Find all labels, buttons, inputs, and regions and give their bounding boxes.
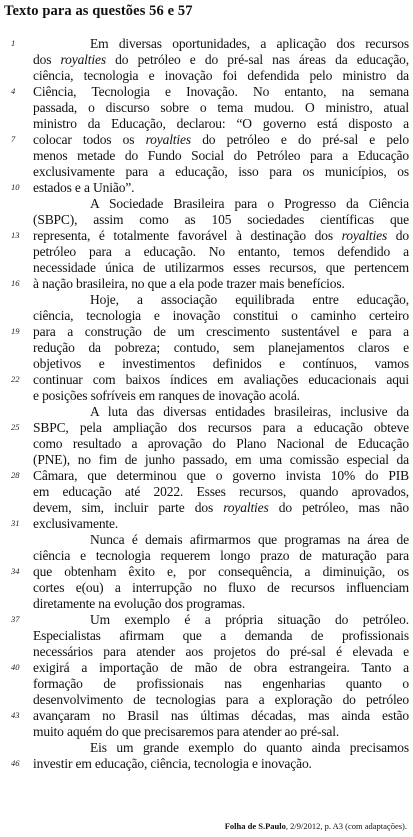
source-citation bbox=[225, 821, 407, 831]
line-number: 19 bbox=[11, 326, 20, 336]
text-line: (PNE), no fim de junho passado, em uma comissão especial da bbox=[33, 452, 409, 467]
line-number: 43 bbox=[11, 710, 20, 720]
line-number: 1 bbox=[11, 38, 16, 48]
text-line: muito aquém do que precisaremos para atender ao pré-sal. bbox=[33, 724, 340, 739]
text-line: necessários para atender aos projetos do pré-sal é elevada e bbox=[33, 644, 409, 659]
text-line: objetivos e investimentos definidos e contínuos, vamos bbox=[33, 356, 409, 371]
text-line: em educação até 2022. Esses recursos, quando aprovados, bbox=[33, 484, 409, 499]
text-line: cortes e(ou) a interrupção no fluxo de recursos influenciam bbox=[33, 580, 409, 595]
text-line: devem, sim, incluir parte dos royalties do petróleo, mas não bbox=[33, 500, 409, 515]
line-number: 31 bbox=[11, 518, 20, 528]
line-number: 25 bbox=[11, 422, 20, 432]
source-name: Folha de S.Paulo bbox=[224, 821, 286, 831]
line-number: 22 bbox=[11, 374, 20, 384]
text-line: como resultado a aprovação do Plano Nacional de Educação bbox=[33, 436, 409, 451]
text-line: formação de profissionais nas engenharias quanto o bbox=[33, 676, 409, 691]
text-line: ciência e tecnologia requerem longo prazo de maturação para bbox=[33, 548, 409, 563]
text-line: Ciência, Tecnologia e Inovação. No entanto, na semana bbox=[33, 84, 409, 99]
text-line: desenvolvimento de tecnologias para a exploração do petróleo bbox=[33, 692, 409, 707]
source-details: , 2/9/2012, p. A3 (com adaptações). bbox=[285, 821, 407, 831]
text-line: A luta das diversas entidades brasileiras, inclusive da bbox=[90, 404, 409, 419]
text-line: Eis um grande exemplo do quanto ainda precisamos bbox=[90, 740, 409, 755]
text-line: Em diversas oportunidades, a aplicação dos recursos bbox=[90, 36, 409, 51]
text-line: dos royalties do petróleo e do pré-sal nas áreas da educação, bbox=[33, 52, 410, 67]
text-line: (SBPC), assim como as 105 sociedades científicas que bbox=[33, 212, 409, 227]
text-line: colocar todos os royalties do petróleo e do pré-sal e pelo bbox=[33, 132, 409, 147]
line-number-gutter bbox=[0, 0, 30, 837]
text-line: exclusivamente. bbox=[33, 516, 119, 531]
text-line: passada, o discurso sobre o tema mudou. O ministro, atual bbox=[33, 100, 409, 115]
text-line: que obtenham êxito e, por consequência, a diminuição, os bbox=[33, 564, 409, 579]
text-line: e posições sofríveis em ranques de inovação acolá. bbox=[33, 388, 300, 403]
line-number: 10 bbox=[11, 182, 20, 192]
line-number: 37 bbox=[11, 614, 20, 624]
text-line: ciência, tecnologia e inovação foi defendida pelo ministro da bbox=[33, 68, 409, 83]
section-heading: Texto para as questões 56 e 57 bbox=[4, 3, 193, 19]
text-line: representa, é totalmente favorável à destinação dos royalties do bbox=[33, 228, 409, 243]
text-line: A Sociedade Brasileira para o Progresso da Ciência bbox=[90, 196, 409, 211]
text-line: à nação brasileira, no que a ela pode trazer mais benefícios. bbox=[33, 276, 345, 291]
line-number: 46 bbox=[11, 758, 20, 768]
text-line: estados e a União”. bbox=[33, 180, 135, 195]
line-number: 7 bbox=[11, 134, 16, 144]
text-line: diretamente na evolução dos programas. bbox=[33, 596, 246, 611]
text-line: Câmara, que determinou que o governo invista 10% do PIB bbox=[33, 468, 409, 483]
text-line: menos metade do Fundo Social do Petróleo para a Educação bbox=[33, 148, 409, 163]
line-number: 4 bbox=[11, 86, 16, 96]
text-line: ciência, tecnologia e inovação constitui o caminho certeiro bbox=[33, 308, 409, 323]
line-number: 34 bbox=[11, 566, 20, 576]
line-number: 28 bbox=[11, 470, 20, 480]
text-line: avançaram no Brasil nas últimas décadas, mas ainda estão bbox=[33, 708, 409, 723]
text-line: Nunca é demais afirmarmos que programas na área de bbox=[90, 532, 409, 547]
text-line: ministro da Educação, declarou: “O governo está disposto a bbox=[33, 116, 409, 131]
text-line: Um exemplo é a própria situação do petróleo. bbox=[90, 612, 409, 627]
text-line: Hoje, a associação equilibrada entre educação, bbox=[90, 292, 409, 307]
text-line: para a construção de um crescimento sustentável e para a bbox=[33, 324, 409, 339]
line-number: 40 bbox=[11, 662, 20, 672]
text-line: exclusivamente para a educação, isso para os municípios, os bbox=[33, 164, 409, 179]
line-number: 13 bbox=[11, 230, 20, 240]
line-number: 16 bbox=[11, 278, 20, 288]
text-line: petróleo para a educação. No entanto, temos defendido a bbox=[33, 244, 409, 259]
text-line: SBPC, pela ampliação dos recursos para a educação obteve bbox=[33, 420, 409, 435]
text-line: continuar com baixos índices em avaliações educacionais aqui bbox=[33, 372, 409, 387]
text-line: necessidade única de utilizarmos esses recursos, que pertencem bbox=[33, 260, 409, 275]
text-line: Especialistas afirmam que a demanda de profissionais bbox=[33, 628, 409, 643]
text-line: redução da pobreza; contudo, sem planejamentos claros e bbox=[33, 340, 409, 355]
text-line: investir em educação, ciência, tecnologia e inovação. bbox=[33, 756, 312, 771]
text-line: exigirá a importação de mão de obra estrangeira. Tanto a bbox=[33, 660, 409, 675]
